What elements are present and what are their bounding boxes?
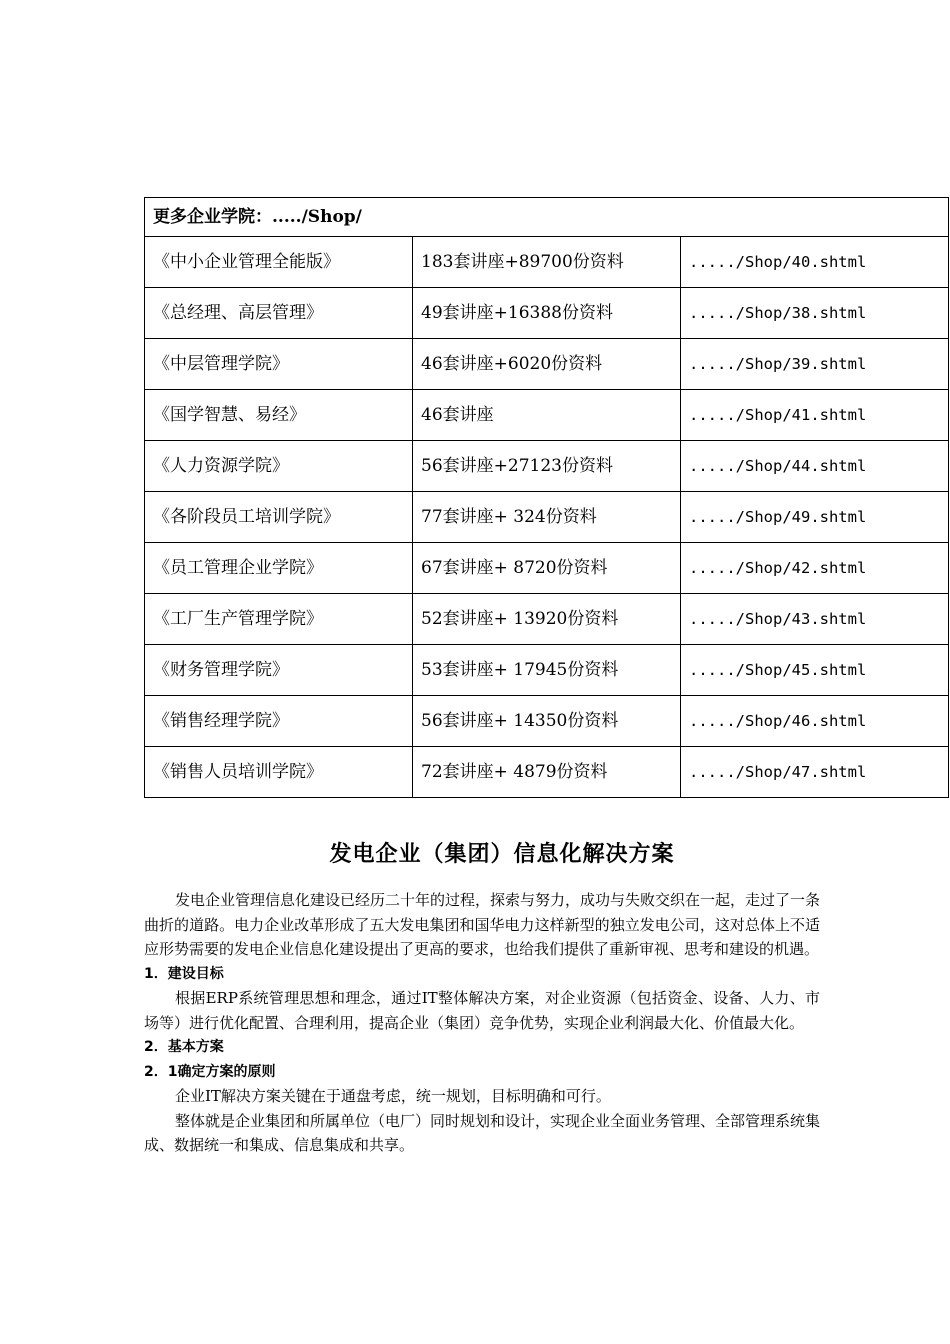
catalog-link-cell[interactable]: ...../Shop/38.shtml — [681, 288, 949, 339]
catalog-link-cell[interactable]: ...../Shop/44.shtml — [681, 441, 949, 492]
catalog-row — [145, 288, 949, 339]
catalog-table — [144, 197, 949, 798]
section-2-heading: 2．基本方案 — [144, 1039, 224, 1055]
catalog-content-cell: 46套讲座 — [413, 390, 681, 441]
catalog-link-cell[interactable]: ...../Shop/43.shtml — [681, 594, 949, 645]
catalog-content-cell: 53套讲座+ 17945份资料 — [413, 645, 681, 696]
catalog-content-cell: 46套讲座+6020份资料 — [413, 339, 681, 390]
catalog-content-cell: 67套讲座+ 8720份资料 — [413, 543, 681, 594]
catalog-link-cell[interactable]: ...../Shop/41.shtml — [681, 390, 949, 441]
catalog-name-cell: 《总经理、高层管理》 — [145, 288, 413, 339]
catalog-content-cell: 52套讲座+ 13920份资料 — [413, 594, 681, 645]
section-1-heading: 1．建设目标 — [144, 965, 224, 982]
intro-paragraph: 发电企业管理信息化建设已经历二十年的过程，探索与努力，成功与失败交织在一起，走过了一条曲折的道路。电力企业改革形成了五大发电集团和国华电力这样新型的独立发电公司，这对总体上不适应形势需要的发电企业信息化建设提出了更高的要求，也给我们提供了重新审视、思考和建设的机遇。 — [144, 891, 821, 958]
section-2-1-paragraph-1: 企业IT解决方案关键在于通盘考虑，统一规划，目标明确和可行。 — [175, 1087, 611, 1105]
catalog-name-cell: 《国学智慧、易经》 — [145, 390, 413, 441]
catalog-rows — [145, 237, 949, 798]
catalog-row — [145, 492, 949, 543]
catalog-link-cell[interactable]: ...../Shop/49.shtml — [681, 492, 949, 543]
catalog-link-cell[interactable]: ...../Shop/39.shtml — [681, 339, 949, 390]
catalog-name-cell: 《销售经理学院》 — [145, 696, 413, 747]
catalog-row — [145, 390, 949, 441]
catalog-name-cell: 《中层管理学院》 — [145, 339, 413, 390]
document-title: 发电企业（集团）信息化解决方案 — [329, 841, 675, 867]
catalog-content-cell: 72套讲座+ 4879份资料 — [413, 747, 681, 798]
catalog-row — [145, 441, 949, 492]
catalog-name-cell: 《财务管理学院》 — [145, 645, 413, 696]
catalog-row — [145, 543, 949, 594]
catalog-link-cell[interactable]: ...../Shop/40.shtml — [681, 237, 949, 288]
catalog-row — [145, 339, 949, 390]
catalog-content-cell: 77套讲座+ 324份资料 — [413, 492, 681, 543]
catalog-link-cell[interactable]: ...../Shop/46.shtml — [681, 696, 949, 747]
catalog-header: 更多企业学院：...../Shop/ — [145, 198, 949, 237]
catalog-header-row — [145, 198, 949, 237]
catalog-link-cell[interactable]: ...../Shop/42.shtml — [681, 543, 949, 594]
catalog-content-cell: 56套讲座+ 14350份资料 — [413, 696, 681, 747]
catalog-name-cell: 《销售人员培训学院》 — [145, 747, 413, 798]
catalog-row — [145, 645, 949, 696]
catalog-content-cell: 49套讲座+16388份资料 — [413, 288, 681, 339]
catalog-row — [145, 696, 949, 747]
section-2-1-heading: 2．1确定方案的原则 — [144, 1063, 276, 1080]
catalog-name-cell: 《中小企业管理全能版》 — [145, 237, 413, 288]
catalog-link-cell[interactable]: ...../Shop/47.shtml — [681, 747, 949, 798]
section-2-1-paragraph-2: 整体就是企业集团和所属单位（电厂）同时规划和设计，实现企业全面业务管理、全部管理系统集成、数据统一和集成、信息集成和共享。 — [144, 1111, 821, 1154]
catalog-content-cell: 183套讲座+89700份资料 — [413, 237, 681, 288]
catalog-name-cell: 《各阶段员工培训学院》 — [145, 492, 413, 543]
catalog-name-cell: 《人力资源学院》 — [145, 441, 413, 492]
catalog-name-cell: 《员工管理企业学院》 — [145, 543, 413, 594]
section-1-text: 根据ERP系统管理思想和理念，通过IT整体解决方案，对企业资源（包括资金、设备、人力、市场等）进行优化配置、合理利用，提高企业（集团）竞争优势，实现企业利润最大化、价值最大化。 — [144, 989, 820, 1032]
catalog-link-cell[interactable]: ...../Shop/45.shtml — [681, 645, 949, 696]
catalog-row — [145, 594, 949, 645]
catalog-row — [145, 237, 949, 288]
catalog-row — [145, 747, 949, 798]
catalog-content-cell: 56套讲座+27123份资料 — [413, 441, 681, 492]
document-body — [144, 832, 820, 1158]
catalog-name-cell: 《工厂生产管理学院》 — [145, 594, 413, 645]
